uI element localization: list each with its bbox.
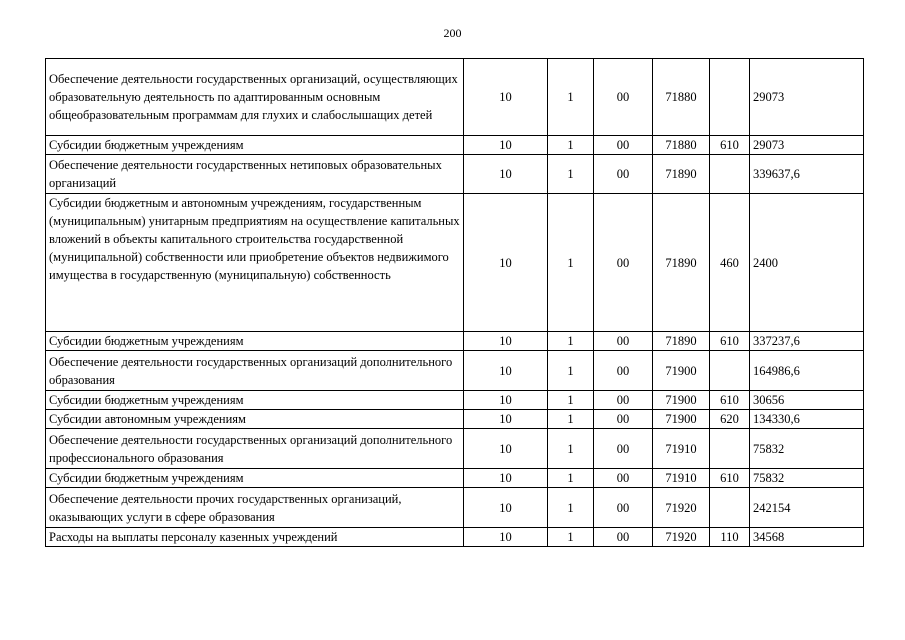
row-amount: 29073	[750, 136, 864, 155]
row-expense-type	[710, 429, 750, 469]
row-name: Субсидии автономным учреждениям	[46, 410, 464, 429]
row-name: Субсидии бюджетным учреждениям	[46, 332, 464, 351]
row-amount: 337237,6	[750, 332, 864, 351]
row-expense-type: 110	[710, 528, 750, 547]
row-article: 71910	[653, 469, 710, 488]
table-body	[46, 59, 864, 547]
row-section: 10	[464, 391, 548, 410]
row-article: 71890	[653, 332, 710, 351]
row-program: 00	[594, 194, 653, 332]
row-article: 71880	[653, 59, 710, 136]
table-row	[46, 429, 864, 469]
row-subsection: 1	[548, 155, 594, 194]
row-program: 00	[594, 410, 653, 429]
page-number: 200	[443, 26, 462, 40]
row-expense-type	[710, 351, 750, 391]
row-program: 00	[594, 332, 653, 351]
row-article: 71920	[653, 488, 710, 528]
table-row	[46, 194, 864, 332]
row-amount: 134330,6	[750, 410, 864, 429]
row-section: 10	[464, 332, 548, 351]
row-section: 10	[464, 194, 548, 332]
row-article: 71890	[653, 194, 710, 332]
row-name: Субсидии бюджетным и автономным учреждениям, государственным (муниципальным) унитарным предприятиям на осуществление капитальных вложений в объекты капитального строительства государственной (муниципальной) собственности или приобретение объектов недвижимого имущества в государственную (муниципальную) собственность	[46, 194, 464, 332]
row-section: 10	[464, 136, 548, 155]
row-name: Субсидии бюджетным учреждениям	[46, 136, 464, 155]
row-expense-type: 610	[710, 391, 750, 410]
row-amount: 339637,6	[750, 155, 864, 194]
row-name: Обеспечение деятельности государственных организаций, осуществляющих образовательную деятельность по адаптированным основным общеобразовательным программам для глухих и слабослышащих детей	[46, 59, 464, 136]
row-section: 10	[464, 469, 548, 488]
row-name: Обеспечение деятельности прочих государственных организаций, оказывающих услуги в сфере образования	[46, 488, 464, 528]
row-subsection: 1	[548, 391, 594, 410]
row-program: 00	[594, 155, 653, 194]
row-amount: 2400	[750, 194, 864, 332]
row-name: Субсидии бюджетным учреждениям	[46, 469, 464, 488]
row-article: 71900	[653, 391, 710, 410]
row-program: 00	[594, 136, 653, 155]
row-subsection: 1	[548, 136, 594, 155]
row-subsection: 1	[548, 469, 594, 488]
row-section: 10	[464, 155, 548, 194]
row-subsection: 1	[548, 59, 594, 136]
row-section: 10	[464, 59, 548, 136]
budget-table	[45, 58, 864, 547]
row-program: 00	[594, 528, 653, 547]
table-row	[46, 391, 864, 410]
row-program: 00	[594, 351, 653, 391]
row-expense-type	[710, 488, 750, 528]
row-name: Расходы на выплаты персоналу казенных учреждений	[46, 528, 464, 547]
row-expense-type	[710, 59, 750, 136]
table-row	[46, 136, 864, 155]
table-row	[46, 469, 864, 488]
row-name: Обеспечение деятельности государственных организаций дополнительного профессионального образования	[46, 429, 464, 469]
row-amount: 29073	[750, 59, 864, 136]
row-article: 71900	[653, 410, 710, 429]
row-program: 00	[594, 488, 653, 528]
row-subsection: 1	[548, 332, 594, 351]
table-row	[46, 155, 864, 194]
row-program: 00	[594, 59, 653, 136]
row-expense-type: 610	[710, 332, 750, 351]
row-name: Обеспечение деятельности государственных организаций дополнительного образования	[46, 351, 464, 391]
row-subsection: 1	[548, 351, 594, 391]
table-row	[46, 59, 864, 136]
table-row	[46, 332, 864, 351]
row-article: 71900	[653, 351, 710, 391]
row-expense-type: 620	[710, 410, 750, 429]
table-row	[46, 488, 864, 528]
row-subsection: 1	[548, 528, 594, 547]
row-amount: 75832	[750, 469, 864, 488]
row-section: 10	[464, 528, 548, 547]
table-row	[46, 410, 864, 429]
row-article: 71910	[653, 429, 710, 469]
row-name: Субсидии бюджетным учреждениям	[46, 391, 464, 410]
table-row	[46, 528, 864, 547]
row-article: 71920	[653, 528, 710, 547]
row-section: 10	[464, 351, 548, 391]
row-section: 10	[464, 429, 548, 469]
row-subsection: 1	[548, 429, 594, 469]
row-article: 71890	[653, 155, 710, 194]
row-expense-type	[710, 155, 750, 194]
row-article: 71880	[653, 136, 710, 155]
row-expense-type: 460	[710, 194, 750, 332]
row-section: 10	[464, 488, 548, 528]
row-amount: 30656	[750, 391, 864, 410]
table-row	[46, 351, 864, 391]
row-program: 00	[594, 429, 653, 469]
row-amount: 164986,6	[750, 351, 864, 391]
row-expense-type: 610	[710, 469, 750, 488]
row-name: Обеспечение деятельности государственных нетиповых образовательных организаций	[46, 155, 464, 194]
row-amount: 75832	[750, 429, 864, 469]
row-subsection: 1	[548, 410, 594, 429]
row-subsection: 1	[548, 488, 594, 528]
row-amount: 242154	[750, 488, 864, 528]
row-expense-type: 610	[710, 136, 750, 155]
row-program: 00	[594, 469, 653, 488]
row-program: 00	[594, 391, 653, 410]
row-amount: 34568	[750, 528, 864, 547]
row-subsection: 1	[548, 194, 594, 332]
row-section: 10	[464, 410, 548, 429]
